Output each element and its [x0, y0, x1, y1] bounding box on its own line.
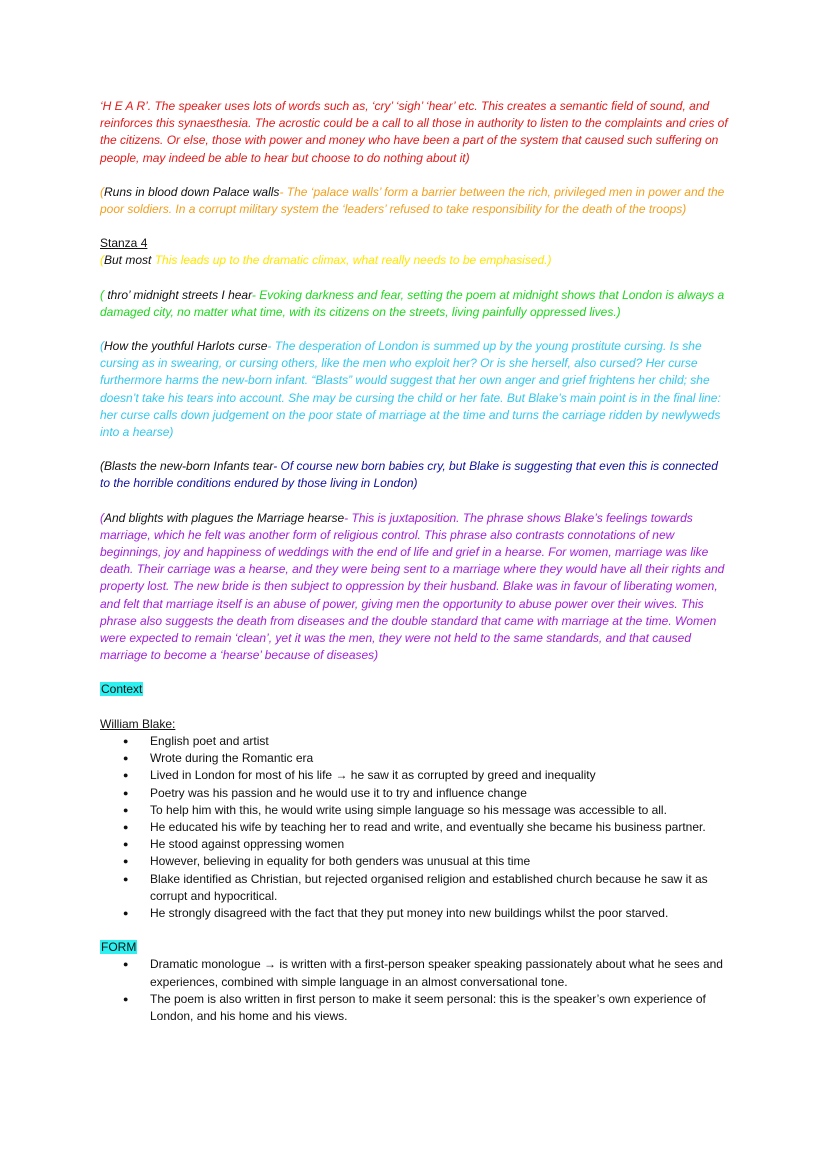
but-most-quote: But most [104, 253, 152, 268]
form-bullet-list [100, 956, 730, 1025]
harlots-open: ( [100, 339, 104, 354]
palace-walls-open: ( [100, 184, 104, 199]
blasts-quote: (Blasts the new-born Infants tear [100, 459, 274, 474]
blights-comment: - This is juxtaposition. The phrase shows Blake’s feelings towards marriage, which he felt was another form of religious control. This phrase also contrasts connotations of new beginnings, joy and happiness of weddings with the end of life and grief in a hearse. For women, marriage was like death. Their carriage was a hearse, and they were being sent to a marriage where they would have all their rights and property lost. The new bride is then subject to oppression by their husband. Blake was in favour of liberating women, and felt that marriage itself is an abuse of power, giving men the opportunity to abuse power over their wives. This phrase also suggests the death from diseases and the double standard that came with marriage at the time. Women were expected to remain ‘clean’, yet it was the men, they were not held to the same standards, and that caused marriage to become a ‘hearse’ because of diseases) [100, 510, 725, 663]
list-item: ● However, believing in equality for both genders was unusual at this time [100, 853, 730, 870]
but-most-open: ( [100, 253, 104, 268]
form-heading: FORM [101, 940, 137, 955]
list-item: ● To help him with this, he would write using simple language so his message was accessible to all. [100, 802, 730, 819]
blights-open: ( [100, 510, 104, 525]
blasts-comment: - Of course new born babies cry, but Blake is suggesting that even this is connected to the horrible conditions endured by those living in London) [100, 459, 718, 491]
midnight-quote: thro’ midnight streets I hear [107, 287, 252, 302]
harlots-paragraph [100, 338, 730, 441]
list-item: ● Dramatic monologue → is written with a first-person speaker speaking passionately about what he sees and experiences, combined with simple language in an almost conversational tone. [100, 956, 730, 990]
but-most-comment: This leads up to the dramatic climax, what really needs to be emphasised.) [151, 253, 552, 268]
list-item: ● English poet and artist [100, 733, 730, 750]
list-item: ● He educated his wife by teaching her to read and write, and eventually she became his business partner. [100, 819, 730, 836]
context-heading-line [100, 681, 730, 698]
but-most-paragraph [100, 252, 730, 269]
list-item: ● He strongly disagreed with the fact that they put money into new buildings whilst the poor starved. [100, 905, 730, 922]
palace-walls-comment: - The ‘palace walls’ form a barrier between the rich, privileged men in power and the poor soldiers. In a corrupt military system the ‘leaders’ refused to take responsibility for the death of the troops) [100, 184, 725, 217]
midnight-open: ( [100, 287, 108, 302]
midnight-comment: - Evoking darkness and fear, setting the poem at midnight shows that London is always a damaged city, no matter what time, with its citizens on the streets, living painfully oppressed lives.) [100, 287, 725, 319]
hear-acrostic-paragraph: ‘H E A R’. The speaker uses lots of words such as, ‘cry’ ‘sigh’ ‘hear’ etc. This creates a semantic field of sound, and reinforces this synaesthesia. The acrostic could be a call to all those in authority to listen to the complaints and cries of the citizens. Or else, those with power and money who have been a part of the system that caused such suffering on people, may indeed be able to hear but choose to do nothing about it) [100, 99, 728, 165]
palace-walls-paragraph [100, 184, 730, 218]
context-heading: Context [101, 682, 143, 697]
palace-walls-quote: Runs in blood down Palace walls [104, 184, 280, 199]
harlots-comment: - The desperation of London is summed up by the young prostitute cursing. Is she cursing as in swearing, or cursing others, like the men who exploit her? Or is she herself, also cursed? Her curse furthermore harms the new-born infant. “Blasts” would suggest that her own anger and grief frightens her child; she doesn’t take his tears into account. She may be cursing the child or her fate. But Blake’s main point is in the final line: her curse calls down judgement on the poor state of marriage at the time and turns the carriage ridden by newlyweds into a hearse) [100, 339, 721, 440]
stanza-4-heading: Stanza 4 [100, 236, 148, 251]
list-item: ● Blake identified as Christian, but rejected organised religion and established church because he saw it as corrupt and hypocritical. [100, 871, 730, 905]
list-item: ● Lived in London for most of his life → he saw it as corrupted by greed and inequality [100, 767, 730, 784]
blasts-paragraph [100, 458, 730, 492]
document-body [100, 98, 730, 1025]
list-item: ● He stood against oppressing women [100, 836, 730, 853]
harlots-quote: How the youthful Harlots curse [104, 339, 268, 354]
blights-paragraph [100, 510, 730, 665]
list-item: ● Poetry was his passion and he would use it to try and influence change [100, 785, 730, 802]
list-item: ● Wrote during the Romantic era [100, 750, 730, 767]
list-item: ● The poem is also written in first person to make it seem personal: this is the speaker’s own experience of London, and his home and his views. [100, 991, 730, 1025]
william-blake-subheading: William Blake: [100, 716, 176, 731]
blights-quote: And blights with plagues the Marriage hearse [104, 510, 345, 525]
context-bullet-list [100, 733, 730, 922]
midnight-streets-paragraph [100, 287, 730, 321]
form-heading-line [100, 939, 730, 956]
